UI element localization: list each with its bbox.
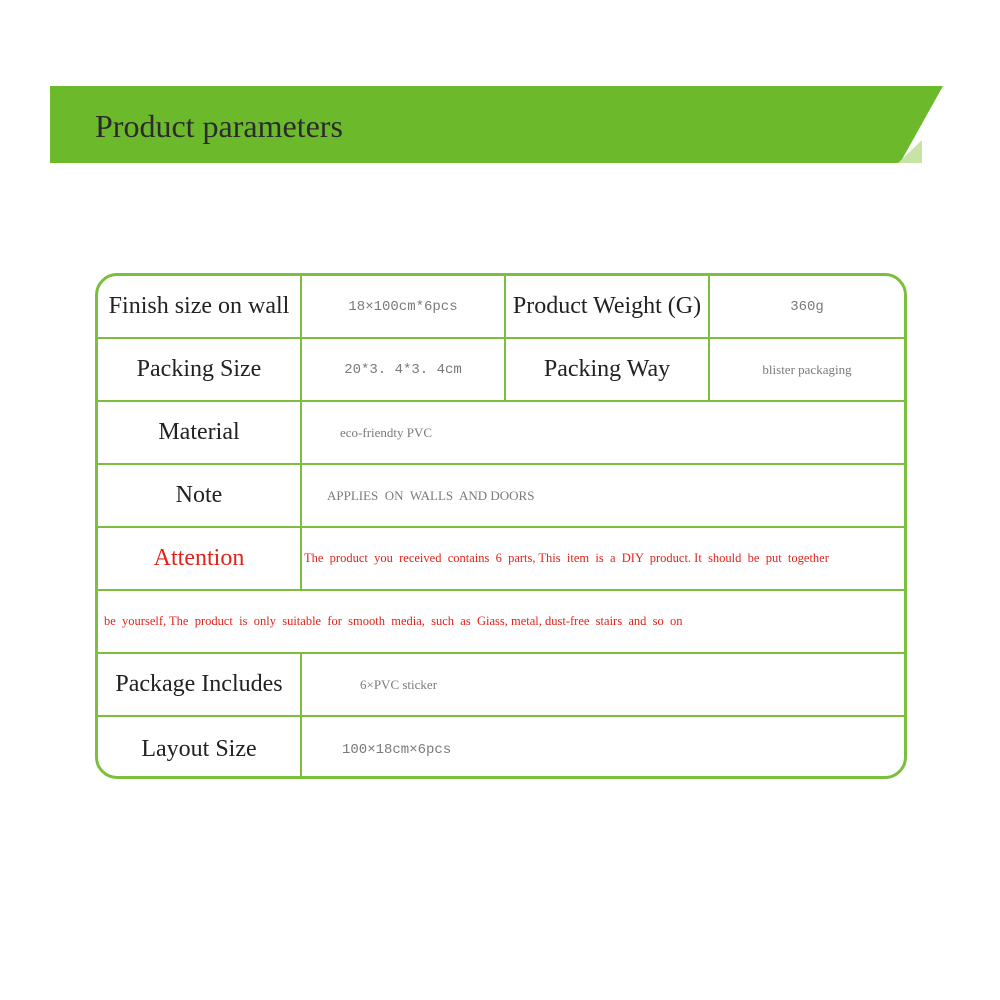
packing-size-label: Packing Size [136,356,262,382]
attention-label: Attention [153,545,245,571]
material-value: eco-friendty PVC [300,402,904,463]
attention-text-line1: The product you received contains 6 parts, This item is a DIY product. It should be put together [300,528,904,589]
table-row-attention-continued [98,591,904,654]
table-row-material [98,402,904,465]
attention-text-line2: be yourself, The product is only suitable for smooth media, such as Giass, metal, dust-free stairs and so on [104,614,683,628]
packing-size-value: 20*3. 4*3. 4cm [300,339,504,400]
finish-size-value: 18×100cm*6pcs [300,276,504,337]
product-weight-value: 360g [708,276,904,337]
note-label: Note [175,482,223,508]
table-row-package-includes [98,654,904,717]
package-includes-value: 6×PVC sticker [300,654,904,715]
packing-way-label: Packing Way [504,339,708,400]
table-row-packing-size [98,339,904,402]
table-row-attention [98,528,904,591]
material-label: Material [158,419,240,445]
section-header-banner [50,86,943,163]
packing-way-value: blister packaging [708,339,904,400]
product-weight-label: Product Weight (G) [504,276,708,337]
product-parameters-table [95,273,907,779]
package-includes-label: Package Includes [115,671,283,697]
finish-size-label: Finish size on wall [108,293,290,319]
page-title: Product parameters [95,108,343,144]
table-row-finish-size [98,276,904,339]
table-row-note [98,465,904,528]
note-value: APPLIES ON WALLS AND DOORS [300,465,904,526]
layout-size-label: Layout Size [141,736,257,762]
layout-size-value: 100×18cm×6pcs [300,717,904,779]
table-row-layout-size [98,717,904,779]
